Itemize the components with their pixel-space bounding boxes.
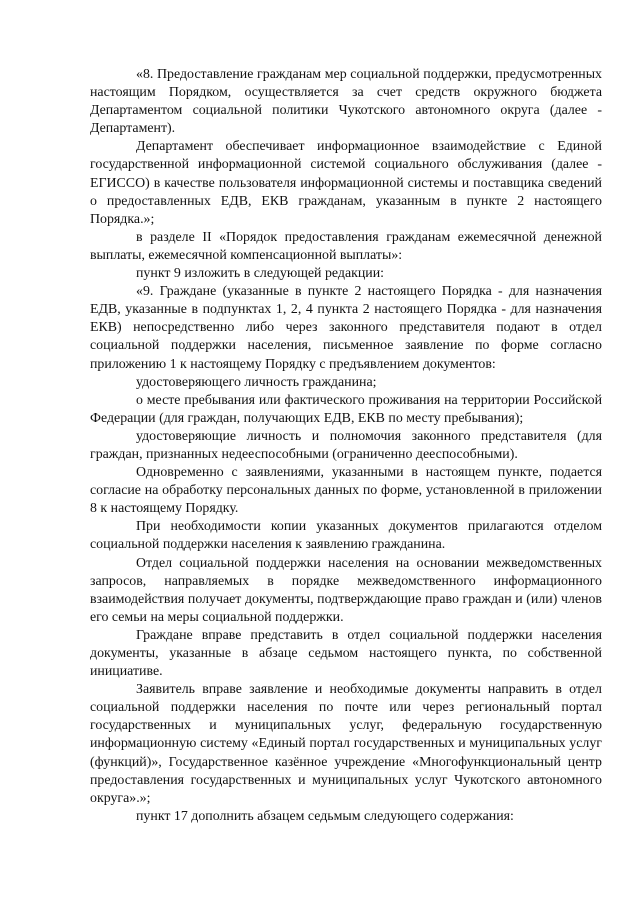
paragraph-6: удостоверяющего личность гражданина; (136, 374, 377, 390)
paragraph-4: пункт 9 изложить в следующей редакции: (136, 266, 385, 282)
paragraph-5: «9. Граждане (указанные в пункте 2 настоящего Порядка - для назначения ЕДВ, указанные в подпунктах 1, 2, 4 пункта 2 настоящего Порядка - для назначения ЕКВ) непосредственно либо через законного представителя подают в отдел социальной поддержки населения, письменное заявление по форме согласно приложению 1 к настоящему Порядку с предъявлением документов: (90, 284, 602, 372)
paragraph-1: «8. Предоставление гражданам мер социальной поддержки, предусмотренных настоящим Порядком, осуществляется за счет средств окружного бюджета Департаментом социальной политики Чукотского автономного округа (далее - Департамент). (90, 67, 602, 137)
paragraph-11: Отдел социальной поддержки населения на основании межведомственных запросов, направляемых в порядке межведомственного информационного взаимодействия получает документы, подтверждающие право граждан и (или) членов его семьи на меры социальной поддержки. (90, 555, 602, 625)
paragraph-14: пункт 17 дополнить абзацем седьмым следующего содержания: (136, 808, 514, 824)
paragraph-8: удостоверяющие личность и полномочия законного представителя (для граждан, признанных недееспособными (ограниченно дееспособными). (90, 428, 602, 462)
paragraph-12: Граждане вправе представить в отдел социальной поддержки населения документы, указанные в абзаце седьмом настоящего пункта, по собственной инициативе. (90, 627, 602, 680)
paragraph-7: о месте пребывания или фактического проживания на территории Российской Федерации (для граждан, получающих ЕДВ, ЕКВ по месту пребывания); (90, 392, 602, 426)
paragraph-2: Департамент обеспечивает информационное взаимодействие с Единой государственной информационной системой социального обслуживания (далее - ЕГИССО) в качестве пользователя информационной системы и поставщика сведений о предоставленных ЕДВ, ЕКВ гражданам, указанным в пункте 2 настоящего Порядка.»; (90, 139, 602, 227)
paragraph-10: При необходимости копии указанных документов прилагаются отделом социальной поддержки населения к заявлению гражданина. (90, 519, 602, 553)
document-body (90, 66, 602, 826)
paragraph-9: Одновременно с заявлениями, указанными в настоящем пункте, подается согласие на обработку персональных данных по форме, установленной в приложении 8 к настоящему Порядку. (90, 465, 602, 517)
paragraph-13: Заявитель вправе заявление и необходимые документы направить в отдел социальной поддержки населения по почте или через региональный портал государственных и муниципальных услуг, федеральную государственную информационную систему «Единый портал государственных и муниципальных услуг (функций)», Государственное казённое учреждение «Многофункциональный центр предоставления государственных и муниципальных услуг Чукотского автономного округа».»; (90, 682, 602, 806)
paragraph-3: в разделе II «Порядок предоставления гражданам ежемесячной денежной выплаты, ежемесячной компенсационной выплаты»: (90, 229, 602, 263)
